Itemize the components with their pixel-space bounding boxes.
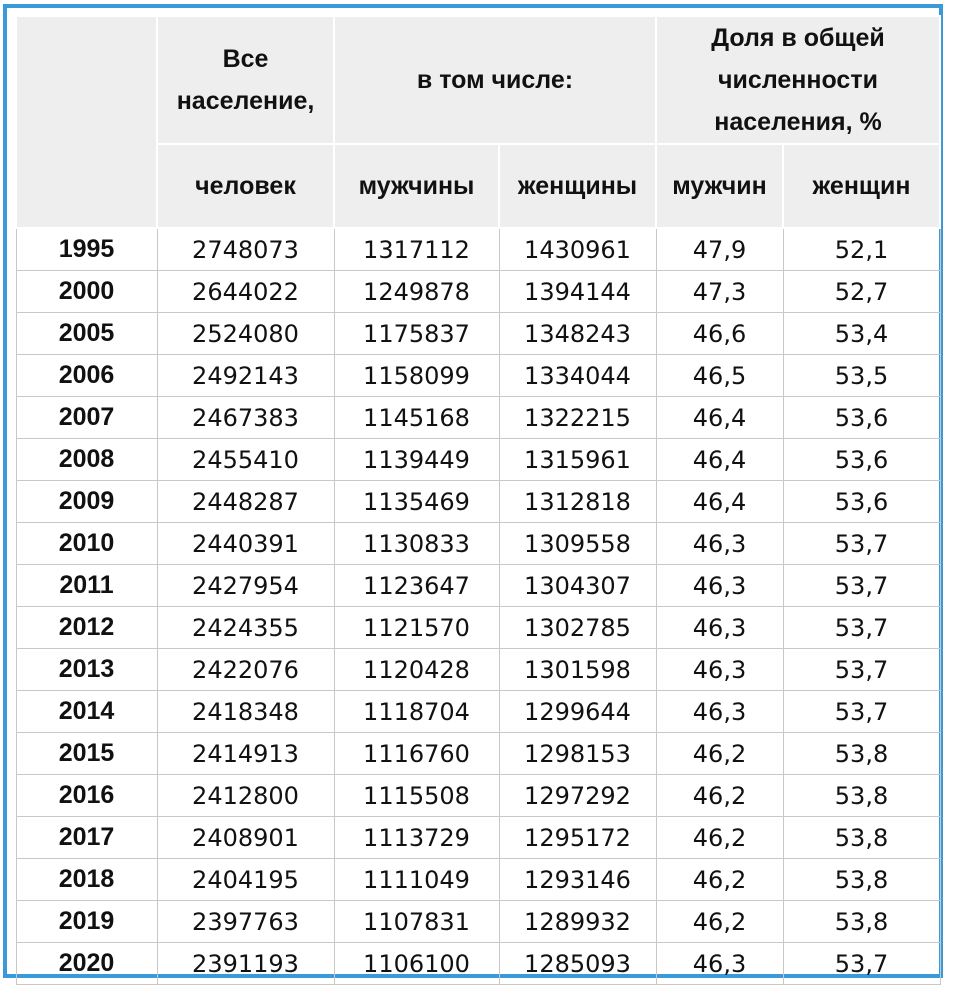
year-cell: 2000 xyxy=(16,271,157,313)
women-cell: 1293146 xyxy=(499,859,656,901)
year-cell: 2010 xyxy=(16,523,157,565)
total-cell: 2418348 xyxy=(157,691,334,733)
men-share-cell: 46,6 xyxy=(656,313,783,355)
men-cell: 1111049 xyxy=(334,859,499,901)
total-cell: 2524080 xyxy=(157,313,334,355)
men-cell: 1106100 xyxy=(334,943,499,985)
women-share-cell: 53,8 xyxy=(783,733,940,775)
women-cell: 1394144 xyxy=(499,271,656,313)
men-share-cell: 46,3 xyxy=(656,943,783,985)
men-share-cell: 46,4 xyxy=(656,397,783,439)
total-cell: 2391193 xyxy=(157,943,334,985)
total-cell: 2455410 xyxy=(157,439,334,481)
women-cell: 1299644 xyxy=(499,691,656,733)
year-cell: 2009 xyxy=(16,481,157,523)
table-row xyxy=(16,859,940,901)
women-cell: 1322215 xyxy=(499,397,656,439)
men-share-cell: 46,3 xyxy=(656,565,783,607)
table-row xyxy=(16,523,940,565)
women-share-cell: 53,8 xyxy=(783,901,940,943)
total-cell: 2440391 xyxy=(157,523,334,565)
women-share-cell: 53,5 xyxy=(783,355,940,397)
men-share-cell: 46,2 xyxy=(656,901,783,943)
women-cell: 1289932 xyxy=(499,901,656,943)
women-cell: 1315961 xyxy=(499,439,656,481)
year-cell: 2020 xyxy=(16,943,157,985)
women-share-cell: 53,7 xyxy=(783,649,940,691)
women-cell: 1348243 xyxy=(499,313,656,355)
table-row xyxy=(16,733,940,775)
men-share-cell: 46,5 xyxy=(656,355,783,397)
women-share-cell: 53,8 xyxy=(783,859,940,901)
year-cell: 2017 xyxy=(16,817,157,859)
year-cell: 2019 xyxy=(16,901,157,943)
men-cell: 1113729 xyxy=(334,817,499,859)
year-cell: 2011 xyxy=(16,565,157,607)
total-cell: 2492143 xyxy=(157,355,334,397)
men-share-cell: 47,9 xyxy=(656,228,783,271)
women-cell: 1285093 xyxy=(499,943,656,985)
men-cell: 1175837 xyxy=(334,313,499,355)
year-cell: 2007 xyxy=(16,397,157,439)
men-cell: 1118704 xyxy=(334,691,499,733)
men-share-cell: 46,3 xyxy=(656,649,783,691)
women-cell: 1298153 xyxy=(499,733,656,775)
year-cell: 2014 xyxy=(16,691,157,733)
women-share-header: женщин xyxy=(783,144,940,228)
women-share-cell: 53,8 xyxy=(783,775,940,817)
women-cell: 1304307 xyxy=(499,565,656,607)
women-cell: 1312818 xyxy=(499,481,656,523)
women-share-cell: 53,7 xyxy=(783,523,940,565)
unit-header: человек xyxy=(157,144,334,228)
men-share-cell: 46,3 xyxy=(656,691,783,733)
men-cell: 1120428 xyxy=(334,649,499,691)
share-header: Доля в общей численности населения, % xyxy=(656,16,940,144)
total-cell: 2404195 xyxy=(157,859,334,901)
total-cell: 2427954 xyxy=(157,565,334,607)
women-share-cell: 53,7 xyxy=(783,691,940,733)
corner-header xyxy=(16,16,157,228)
men-cell: 1123647 xyxy=(334,565,499,607)
men-share-cell: 46,2 xyxy=(656,859,783,901)
women-share-cell: 53,6 xyxy=(783,439,940,481)
table-frame xyxy=(3,4,943,978)
total-cell: 2412800 xyxy=(157,775,334,817)
men-share-cell: 46,2 xyxy=(656,733,783,775)
men-share-cell: 46,3 xyxy=(656,523,783,565)
women-cell: 1430961 xyxy=(499,228,656,271)
table-row xyxy=(16,691,940,733)
women-share-cell: 53,6 xyxy=(783,397,940,439)
total-cell: 2408901 xyxy=(157,817,334,859)
table-row xyxy=(16,901,940,943)
men-cell: 1107831 xyxy=(334,901,499,943)
table-row xyxy=(16,565,940,607)
table-row xyxy=(16,355,940,397)
total-cell: 2397763 xyxy=(157,901,334,943)
year-cell: 2012 xyxy=(16,607,157,649)
men-cell: 1139449 xyxy=(334,439,499,481)
men-share-cell: 46,2 xyxy=(656,775,783,817)
year-cell: 2018 xyxy=(16,859,157,901)
men-share-cell: 47,3 xyxy=(656,271,783,313)
men-share-cell: 46,2 xyxy=(656,817,783,859)
men-share-cell: 46,3 xyxy=(656,607,783,649)
men-cell: 1135469 xyxy=(334,481,499,523)
table-row xyxy=(16,481,940,523)
total-cell: 2644022 xyxy=(157,271,334,313)
women-share-cell: 53,6 xyxy=(783,481,940,523)
women-cell: 1302785 xyxy=(499,607,656,649)
women-header: женщины xyxy=(499,144,656,228)
table-row xyxy=(16,607,940,649)
population-table xyxy=(15,15,941,985)
table-row xyxy=(16,228,940,271)
total-cell: 2748073 xyxy=(157,228,334,271)
table-row xyxy=(16,817,940,859)
men-cell: 1249878 xyxy=(334,271,499,313)
table-row xyxy=(16,439,940,481)
year-cell: 2005 xyxy=(16,313,157,355)
men-cell: 1121570 xyxy=(334,607,499,649)
women-share-cell: 53,8 xyxy=(783,817,940,859)
table-body xyxy=(16,228,940,985)
year-cell: 2015 xyxy=(16,733,157,775)
total-cell: 2467383 xyxy=(157,397,334,439)
women-cell: 1309558 xyxy=(499,523,656,565)
table-row xyxy=(16,397,940,439)
women-cell: 1297292 xyxy=(499,775,656,817)
men-cell: 1145168 xyxy=(334,397,499,439)
table-row xyxy=(16,271,940,313)
women-cell: 1295172 xyxy=(499,817,656,859)
year-cell: 2013 xyxy=(16,649,157,691)
men-cell: 1158099 xyxy=(334,355,499,397)
table-row xyxy=(16,313,940,355)
men-cell: 1115508 xyxy=(334,775,499,817)
men-share-cell: 46,4 xyxy=(656,439,783,481)
table-row xyxy=(16,775,940,817)
year-cell: 2016 xyxy=(16,775,157,817)
men-share-cell: 46,4 xyxy=(656,481,783,523)
women-share-cell: 52,1 xyxy=(783,228,940,271)
year-cell: 2008 xyxy=(16,439,157,481)
total-cell: 2414913 xyxy=(157,733,334,775)
total-cell: 2448287 xyxy=(157,481,334,523)
including-header: в том числе: xyxy=(334,16,656,144)
year-cell: 2006 xyxy=(16,355,157,397)
women-cell: 1334044 xyxy=(499,355,656,397)
women-share-cell: 53,7 xyxy=(783,607,940,649)
women-share-cell: 53,4 xyxy=(783,313,940,355)
total-cell: 2422076 xyxy=(157,649,334,691)
total-cell: 2424355 xyxy=(157,607,334,649)
men-header: мужчины xyxy=(334,144,499,228)
men-cell: 1130833 xyxy=(334,523,499,565)
men-share-header: мужчин xyxy=(656,144,783,228)
table-row xyxy=(16,943,940,985)
year-cell: 1995 xyxy=(16,228,157,271)
women-share-cell: 53,7 xyxy=(783,565,940,607)
table-row xyxy=(16,649,940,691)
women-share-cell: 53,7 xyxy=(783,943,940,985)
men-cell: 1317112 xyxy=(334,228,499,271)
women-cell: 1301598 xyxy=(499,649,656,691)
table-header xyxy=(16,16,940,228)
women-share-cell: 52,7 xyxy=(783,271,940,313)
total-population-header: Все население, xyxy=(157,16,334,144)
men-cell: 1116760 xyxy=(334,733,499,775)
